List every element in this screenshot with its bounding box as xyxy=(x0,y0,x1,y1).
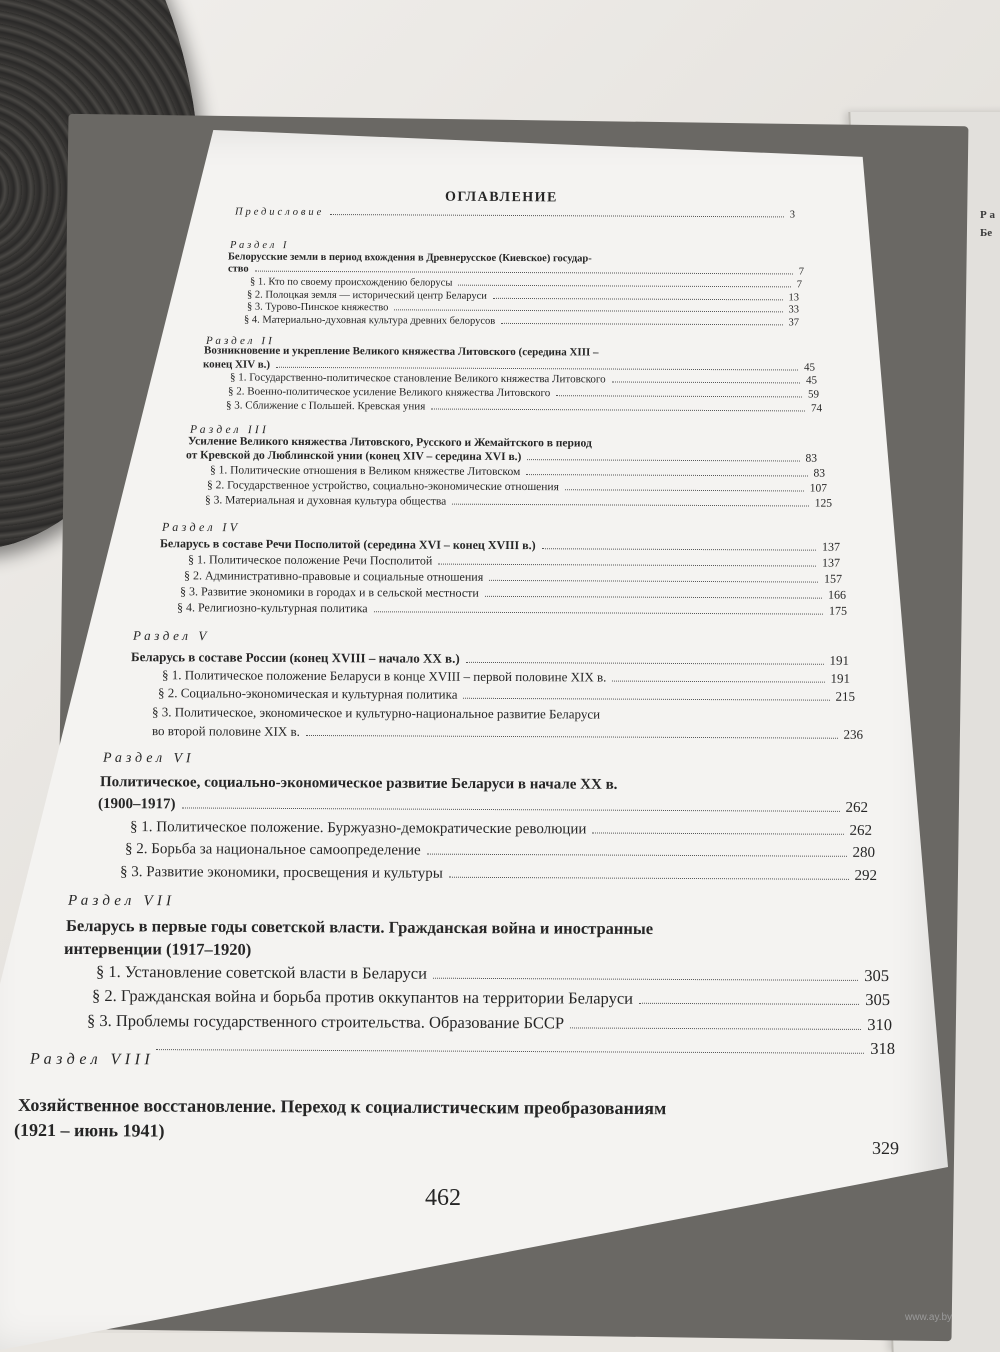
toc-title: ОГЛАВЛЕНИЕ xyxy=(444,189,558,206)
toc-leader-dots xyxy=(501,317,782,326)
toc-leader-dots xyxy=(449,868,849,880)
toc-entry-text: Раздел III xyxy=(189,423,270,437)
toc-leader-dots xyxy=(592,823,843,834)
toc-leader-dots xyxy=(639,993,859,1005)
toc-entry-text: § 3. Турово-Пинское княжество xyxy=(246,301,389,314)
toc-page-number: 262 xyxy=(845,799,869,817)
toc-entry-text: (1900–1917) xyxy=(97,795,176,813)
toc-entry-text: § 2. Полоцкая земля — исторический центр Беларуси xyxy=(246,289,487,302)
toc-entry-text: Хозяйственное восстановление. Переход к социалистическим преобразованиям xyxy=(17,1094,667,1119)
toc-entry-text: от Кревской до Люблинской унии (конец XIV – середина XVI в.) xyxy=(185,449,522,464)
toc-page-number: 175 xyxy=(828,603,848,618)
toc-leader-dots xyxy=(276,360,798,370)
toc-page-number: 59 xyxy=(807,388,820,401)
toc-entry-text: Белорусские земли в период вхождения в Древнерусское (Киевское) государ- xyxy=(227,251,592,265)
toc-page-number: 262 xyxy=(849,822,873,839)
toc-entry-text: § 3. Материальная и духовная культура общества xyxy=(204,494,447,508)
toc-section-title xyxy=(64,939,464,961)
toc-entry-text: § 1. Политическое положение Беларуси в конце XVIII – первой половине XIX в. xyxy=(161,667,607,685)
page-number: 462 xyxy=(425,1185,461,1211)
toc-page-number: 13 xyxy=(788,292,800,304)
toc-leader-dots xyxy=(556,389,802,398)
toc-page-number: 318 xyxy=(870,1038,896,1058)
toc-entry-text: во второй половине XIX в. xyxy=(151,723,300,739)
toc-page-number: 3 xyxy=(789,209,796,221)
toc-section-label xyxy=(162,520,241,535)
toc-entry-text: Предисловие xyxy=(234,206,325,219)
toc-page-number: 137 xyxy=(821,555,841,570)
toc-section-label xyxy=(103,751,195,767)
toc-leader-dots xyxy=(433,968,858,981)
toc-entry-text: § 3. Развитие экономики в городах и в сельской местности xyxy=(179,584,479,600)
toc-section-label xyxy=(230,240,289,251)
toc-page-number: 292 xyxy=(854,867,878,884)
toc-entry-text: Раздел IV xyxy=(161,519,241,535)
toc-entry-text: § 4. Материально-духовная культура древних белорусов xyxy=(243,314,496,327)
toc-entry-text: § 3. Проблемы государственного строительства. Образование БССР xyxy=(86,1010,565,1033)
toc-page-number: 329 xyxy=(871,1137,900,1159)
toc-entry-text: § 1. Установление советской власти в Беларуси xyxy=(95,961,428,983)
toc-entry-text: § 2. Гражданская война и борьба против оккупантов на территории Беларуси xyxy=(91,985,634,1008)
toc-entry-text: конец XIV в.) xyxy=(202,358,271,371)
toc-page-number: 305 xyxy=(865,989,891,1010)
toc-leader-dots xyxy=(527,452,799,461)
toc-page-number: 7 xyxy=(798,266,805,278)
toc-entry-text: § 1. Государственно-политическое становление Великого княжества Литовского xyxy=(229,371,606,386)
toc-leader-dots xyxy=(427,845,847,857)
toc-entry-text: Раздел VII xyxy=(67,892,176,910)
toc-entry-text: § 3. Политическое, экономическое и культурно-национальное развитие Беларуси xyxy=(151,704,601,722)
watermark: www.ay.by xyxy=(905,1312,953,1323)
toc-entry-text: Усиление Великого княжества Литовского, Русского и Жемайтского в период xyxy=(187,435,592,450)
toc-entry-text: § 1. Политические отношения в Великом княжестве Литовском xyxy=(209,464,521,479)
toc-page-number: 7 xyxy=(796,279,803,291)
toc-page-number: 157 xyxy=(823,571,843,586)
toc-entry-text: ство xyxy=(227,263,249,275)
toc-page-number: 191 xyxy=(829,652,850,668)
toc-leader-dots xyxy=(431,402,805,412)
toc-entry-text: § 4. Религиозно-культурная политика xyxy=(176,600,368,616)
toc-leader-dots xyxy=(493,292,783,301)
toc-leader-dots xyxy=(542,541,816,551)
toc-section-title xyxy=(66,916,831,940)
next-page-fragment-line: Бе xyxy=(980,227,993,239)
toc-section-label xyxy=(133,628,210,644)
toc-section-title xyxy=(18,1095,853,1120)
toc-entry-text: § 3. Развитие экономики, просвещения и культуры xyxy=(119,864,443,882)
toc-entry-text: Раздел VIII xyxy=(29,1050,155,1069)
toc-entry-text: § 1. Кто по своему происхождению белорусы xyxy=(249,276,453,289)
toc-entry-text: Раздел VI xyxy=(102,750,195,767)
toc-leader-dots xyxy=(489,573,818,583)
toc-entry xyxy=(92,986,890,1010)
toc-page-number: 280 xyxy=(852,844,876,861)
toc-section-label xyxy=(190,424,269,436)
toc-entry-text: § 3. Сближение с Польшей. Кревская уния xyxy=(225,399,426,413)
toc-leader-dots xyxy=(255,264,793,274)
toc-page-number: 125 xyxy=(814,497,833,510)
toc-page-number: 83 xyxy=(813,467,826,480)
toc-leader-dots xyxy=(306,727,838,739)
toc-leader-dots xyxy=(458,278,790,287)
toc-entry-text: Политическое, социально-экономическое развитие Беларуси в начале XX в. xyxy=(99,774,618,793)
toc-leader-dots xyxy=(463,690,829,701)
toc-entry-text: § 2. Военно-политическое усиление Великого княжества Литовского xyxy=(227,385,551,400)
next-page-fragment xyxy=(980,206,995,242)
toc-entry-text: § 2. Социально-экономическая и культурная политика xyxy=(157,685,458,702)
toc-entry-text: § 1. Политическое положение Речи Посполитой xyxy=(187,552,433,568)
toc-section-label xyxy=(30,1051,154,1070)
toc-page-number: 166 xyxy=(827,587,847,602)
toc-entry xyxy=(150,1035,895,1059)
toc-leader-dots xyxy=(452,497,809,507)
toc-page-number: 83 xyxy=(805,452,818,465)
toc-page-number: 33 xyxy=(788,304,800,316)
toc-leader-dots xyxy=(181,798,839,811)
toc-leader-dots xyxy=(570,1018,861,1030)
toc-leader-dots xyxy=(330,208,784,218)
toc-page-number: 74 xyxy=(810,402,823,415)
toc-entry-text: Раздел II xyxy=(205,334,275,348)
toc-page-number: 305 xyxy=(864,965,890,986)
toc-page-number: 236 xyxy=(843,726,864,742)
toc-entry-text: Возникновение и укрепление Великого княжества Литовского (середина XIII – xyxy=(203,344,599,359)
toc-entry xyxy=(87,1011,892,1035)
toc-entry-text: Беларусь в составе России (конец XVIII – начало XX в.) xyxy=(130,649,460,666)
toc-page-number: 45 xyxy=(805,374,818,387)
toc-page-number: 310 xyxy=(867,1014,893,1035)
toc-entry-text: § 1. Политическое положение. Буржуазно-демократические революции xyxy=(129,819,587,838)
toc-leader-dots xyxy=(485,589,822,599)
toc-page-number: 37 xyxy=(788,317,800,329)
toc-section-label xyxy=(68,893,175,911)
toc-entry-text: § 2. Административно-правовые и социальные отношения xyxy=(183,568,484,584)
toc-entry-text: § 2. Государственное устройство, социально-экономические отношения xyxy=(206,479,559,494)
toc-page-number: 107 xyxy=(809,482,828,495)
toc-page-number: 45 xyxy=(803,361,816,374)
next-page-fragment-line: Р а xyxy=(980,209,995,221)
toc-entry-text: § 2. Борьба за национальное самоопределение xyxy=(124,841,421,859)
toc-entry-text: интервенции (1917–1920) xyxy=(63,938,252,959)
toc-leader-dots xyxy=(466,654,824,665)
toc-entry-text: Беларусь в первые годы советской власти. Гражданская война и иностранные xyxy=(65,915,654,939)
toc-entry-text: Беларусь в составе Речи Посполитой (середина XVI – конец XVIII в.) xyxy=(159,536,536,553)
toc-page-number: 191 xyxy=(830,670,851,686)
toc-section-title xyxy=(14,1120,844,1145)
toc-entry xyxy=(96,962,889,986)
toc-entry-text: Раздел V xyxy=(132,627,211,644)
toc-leader-dots xyxy=(438,556,816,566)
toc-leader-dots xyxy=(612,673,824,683)
toc-leader-dots xyxy=(612,375,800,384)
toc-leader-dots xyxy=(374,604,823,615)
toc-leader-dots xyxy=(565,482,804,491)
toc-page-number: 215 xyxy=(835,688,856,704)
toc-entry-text: Раздел I xyxy=(229,239,290,252)
toc-leader-dots xyxy=(156,1039,864,1054)
toc-leader-dots xyxy=(526,467,807,476)
toc-page-number: 137 xyxy=(821,539,841,554)
toc-entry-text: (1921 – июнь 1941) xyxy=(13,1119,165,1141)
toc-leader-dots xyxy=(394,303,782,312)
